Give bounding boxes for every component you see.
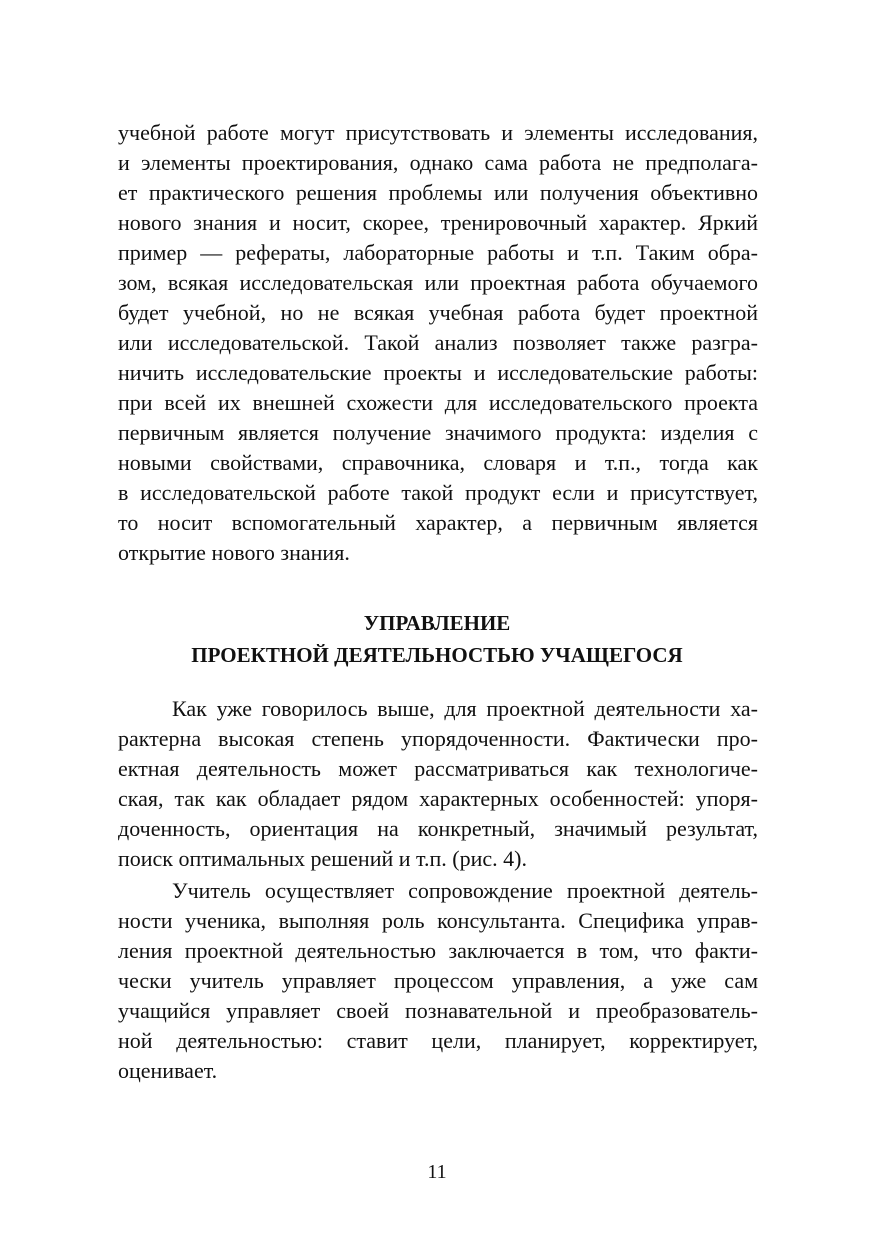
page-number: 11 [427, 1161, 447, 1183]
text-line: то носит вспомогательный характер, а первичным является [118, 510, 758, 535]
text-line: рактерна высокая степень упорядоченности. Фактически про- [118, 726, 758, 751]
text-line: и элементы проектирования, однако сама работа не предполага- [118, 150, 758, 175]
heading-line-2: ПРОЕКТНОЙ ДЕЯТЕЛЬНОСТЬЮ УЧАЩЕГОСЯ [191, 643, 683, 667]
text-line: новыми свойствами, справочника, словаря и т.п., тогда как [118, 450, 758, 475]
text-line: Учитель осуществляет сопровождение проектной деятель- [172, 878, 758, 903]
text-line: ская, так как обладает рядом характерных особенностей: упоря- [118, 786, 758, 811]
text-line: ектная деятельность может рассматриваться как технологиче- [118, 756, 758, 781]
text-line: учащийся управляет своей познавательной и преобразователь- [118, 998, 758, 1023]
text-line: первичным является получение значимого продукта: изделия с [118, 420, 758, 445]
text-line: поиск оптимальных решений и т.п. (рис. 4). [118, 846, 527, 871]
heading-line-1: УПРАВЛЕНИЕ [363, 611, 511, 635]
text-line: оценивает. [118, 1058, 218, 1083]
text-line: ничить исследовательские проекты и исследовательские работы: [118, 360, 758, 385]
text-line: или исследовательской. Такой анализ позволяет также разгра- [118, 330, 758, 355]
text-line: открытие нового знания. [118, 540, 350, 565]
text-line: ной деятельностью: ставит цели, планирует, корректирует, [118, 1028, 758, 1053]
text-line: ности ученика, выполняя роль консультанта. Специфика управ- [118, 908, 758, 933]
text-line: будет учебной, но не всякая учебная работа будет проектной [118, 300, 758, 325]
text-line: ления проектной деятельностью заключается в том, что факти- [118, 938, 758, 963]
text-line: пример — рефераты, лабораторные работы и т.п. Таким обра- [118, 240, 758, 265]
text-line: доченность, ориентация на конкретный, значимый результат, [118, 816, 758, 841]
text-line: учебной работе могут присутствовать и элементы исследования, [118, 120, 758, 145]
text-line: ет практического решения проблемы или получения объективно [118, 180, 758, 205]
text-line: в исследовательской работе такой продукт если и присутствует, [118, 480, 758, 505]
text-line: зом, всякая исследовательская или проектная работа обучаемого [118, 270, 758, 295]
text-line: при всей их внешней схожести для исследовательского проекта [118, 390, 758, 415]
text-line: Как уже говорилось выше, для проектной деятельности ха- [172, 696, 758, 721]
text-line: чески учитель управляет процессом управления, а уже сам [118, 968, 758, 993]
text-line: нового знания и носит, скорее, тренировочный характер. Яркий [118, 210, 758, 235]
